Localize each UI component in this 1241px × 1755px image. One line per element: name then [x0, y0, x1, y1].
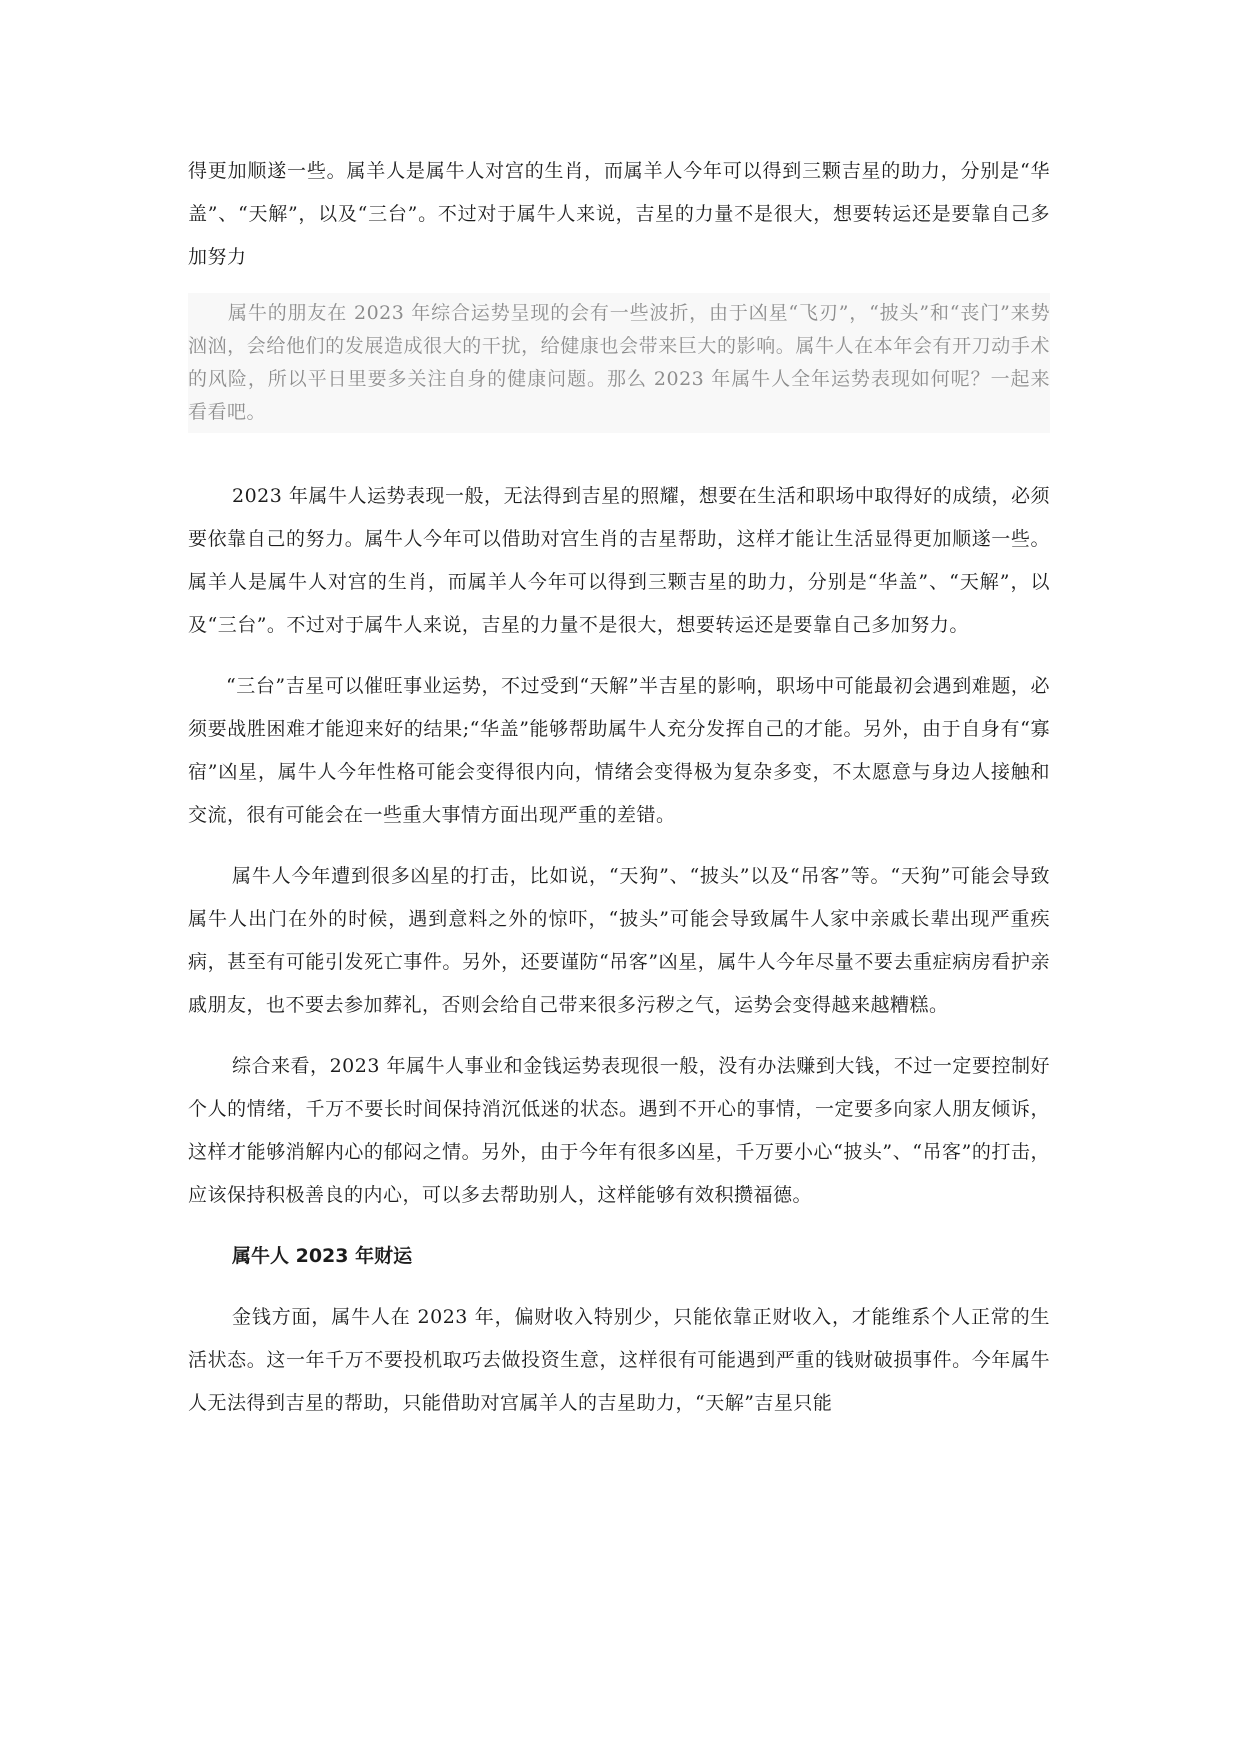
- document-page: [188, 150, 1050, 1425]
- paragraph-wealth: 金钱方面，属牛人在 2023 年，偏财收入特别少，只能依靠正财收入，才能维系个人正常的生活状态。这一年千万不要投机取巧去做投资生意，这样很有可能遇到严重的钱财破损事件。今年属牛人无法得到吉星的帮助，只能借助对宫属羊人的吉星助力，“天解”吉星只能: [188, 1306, 1050, 1414]
- intro-quote-block: 属牛的朋友在 2023 年综合运势呈现的会有一些波折，由于凶星“飞刃”，“披头”和“丧门”来势汹汹，会给他们的发展造成很大的干扰，给健康也会带来巨大的影响。属牛人在本年会有开刀动手术的风险，所以平日里要多关注自身的健康问题。那么 2023 年属牛人全年运势表现如何呢？一起来看看吧。: [188, 293, 1050, 433]
- paragraph-overview: 2023 年属牛人运势表现一般，无法得到吉星的照耀，想要在生活和职场中取得好的成绩，必须要依靠自己的努力。属牛人今年可以借助对宫生肖的吉星帮助，这样才能让生活显得更加顺遂一些。属羊人是属牛人对宫的生肖，而属羊人今年可以得到三颗吉星的助力，分别是“华盖”、“天解”，以及“三台”。不过对于属牛人来说，吉星的力量不是很大，想要转运还是要靠自己多加努力。: [188, 485, 1050, 636]
- paragraph-fragment-top: 得更加顺遂一些。属羊人是属牛人对宫的生肖，而属羊人今年可以得到三颗吉星的助力，分别是“华盖”、“天解”，以及“三台”。不过对于属牛人来说，吉星的力量不是很大，想要转运还是要靠自己多加努力: [188, 160, 1050, 268]
- paragraph-summary: 综合来看，2023 年属牛人事业和金钱运势表现很一般，没有办法赚到大钱，不过一定要控制好个人的情绪，千万不要长时间保持消沉低迷的状态。遇到不开心的事情，一定要多向家人朋友倾诉，这样才能够消解内心的郁闷之情。另外，由于今年有很多凶星，千万要小心“披头”、“吊客”的打击，应该保持积极善良的内心，可以多去帮助别人，这样能够有效积攒福德。: [188, 1055, 1050, 1206]
- section-heading-wealth: 属牛人 2023 年财运: [232, 1245, 413, 1267]
- paragraph-career: “三台”吉星可以催旺事业运势，不过受到“天解”半吉星的影响，职场中可能最初会遇到难题，必须要战胜困难才能迎来好的结果;“华盖”能够帮助属牛人充分发挥自己的才能。另外，由于自身有“寡宿”凶星，属牛人今年性格可能会变得很内向，情绪会变得极为复杂多变，不太愿意与身边人接触和交流，很有可能会在一些重大事情方面出现严重的差错。: [188, 675, 1050, 826]
- paragraph-bad-stars: 属牛人今年遭到很多凶星的打击，比如说，“天狗”、“披头”以及“吊客”等。“天狗”可能会导致属牛人出门在外的时候，遇到意料之外的惊吓，“披头”可能会导致属牛人家中亲戚长辈出现严重疾病，甚至有可能引发死亡事件。另外，还要谨防“吊客”凶星，属牛人今年尽量不要去重症病房看护亲戚朋友，也不要去参加葬礼，否则会给自己带来很多污秽之气，运势会变得越来越糟糕。: [188, 865, 1050, 1016]
